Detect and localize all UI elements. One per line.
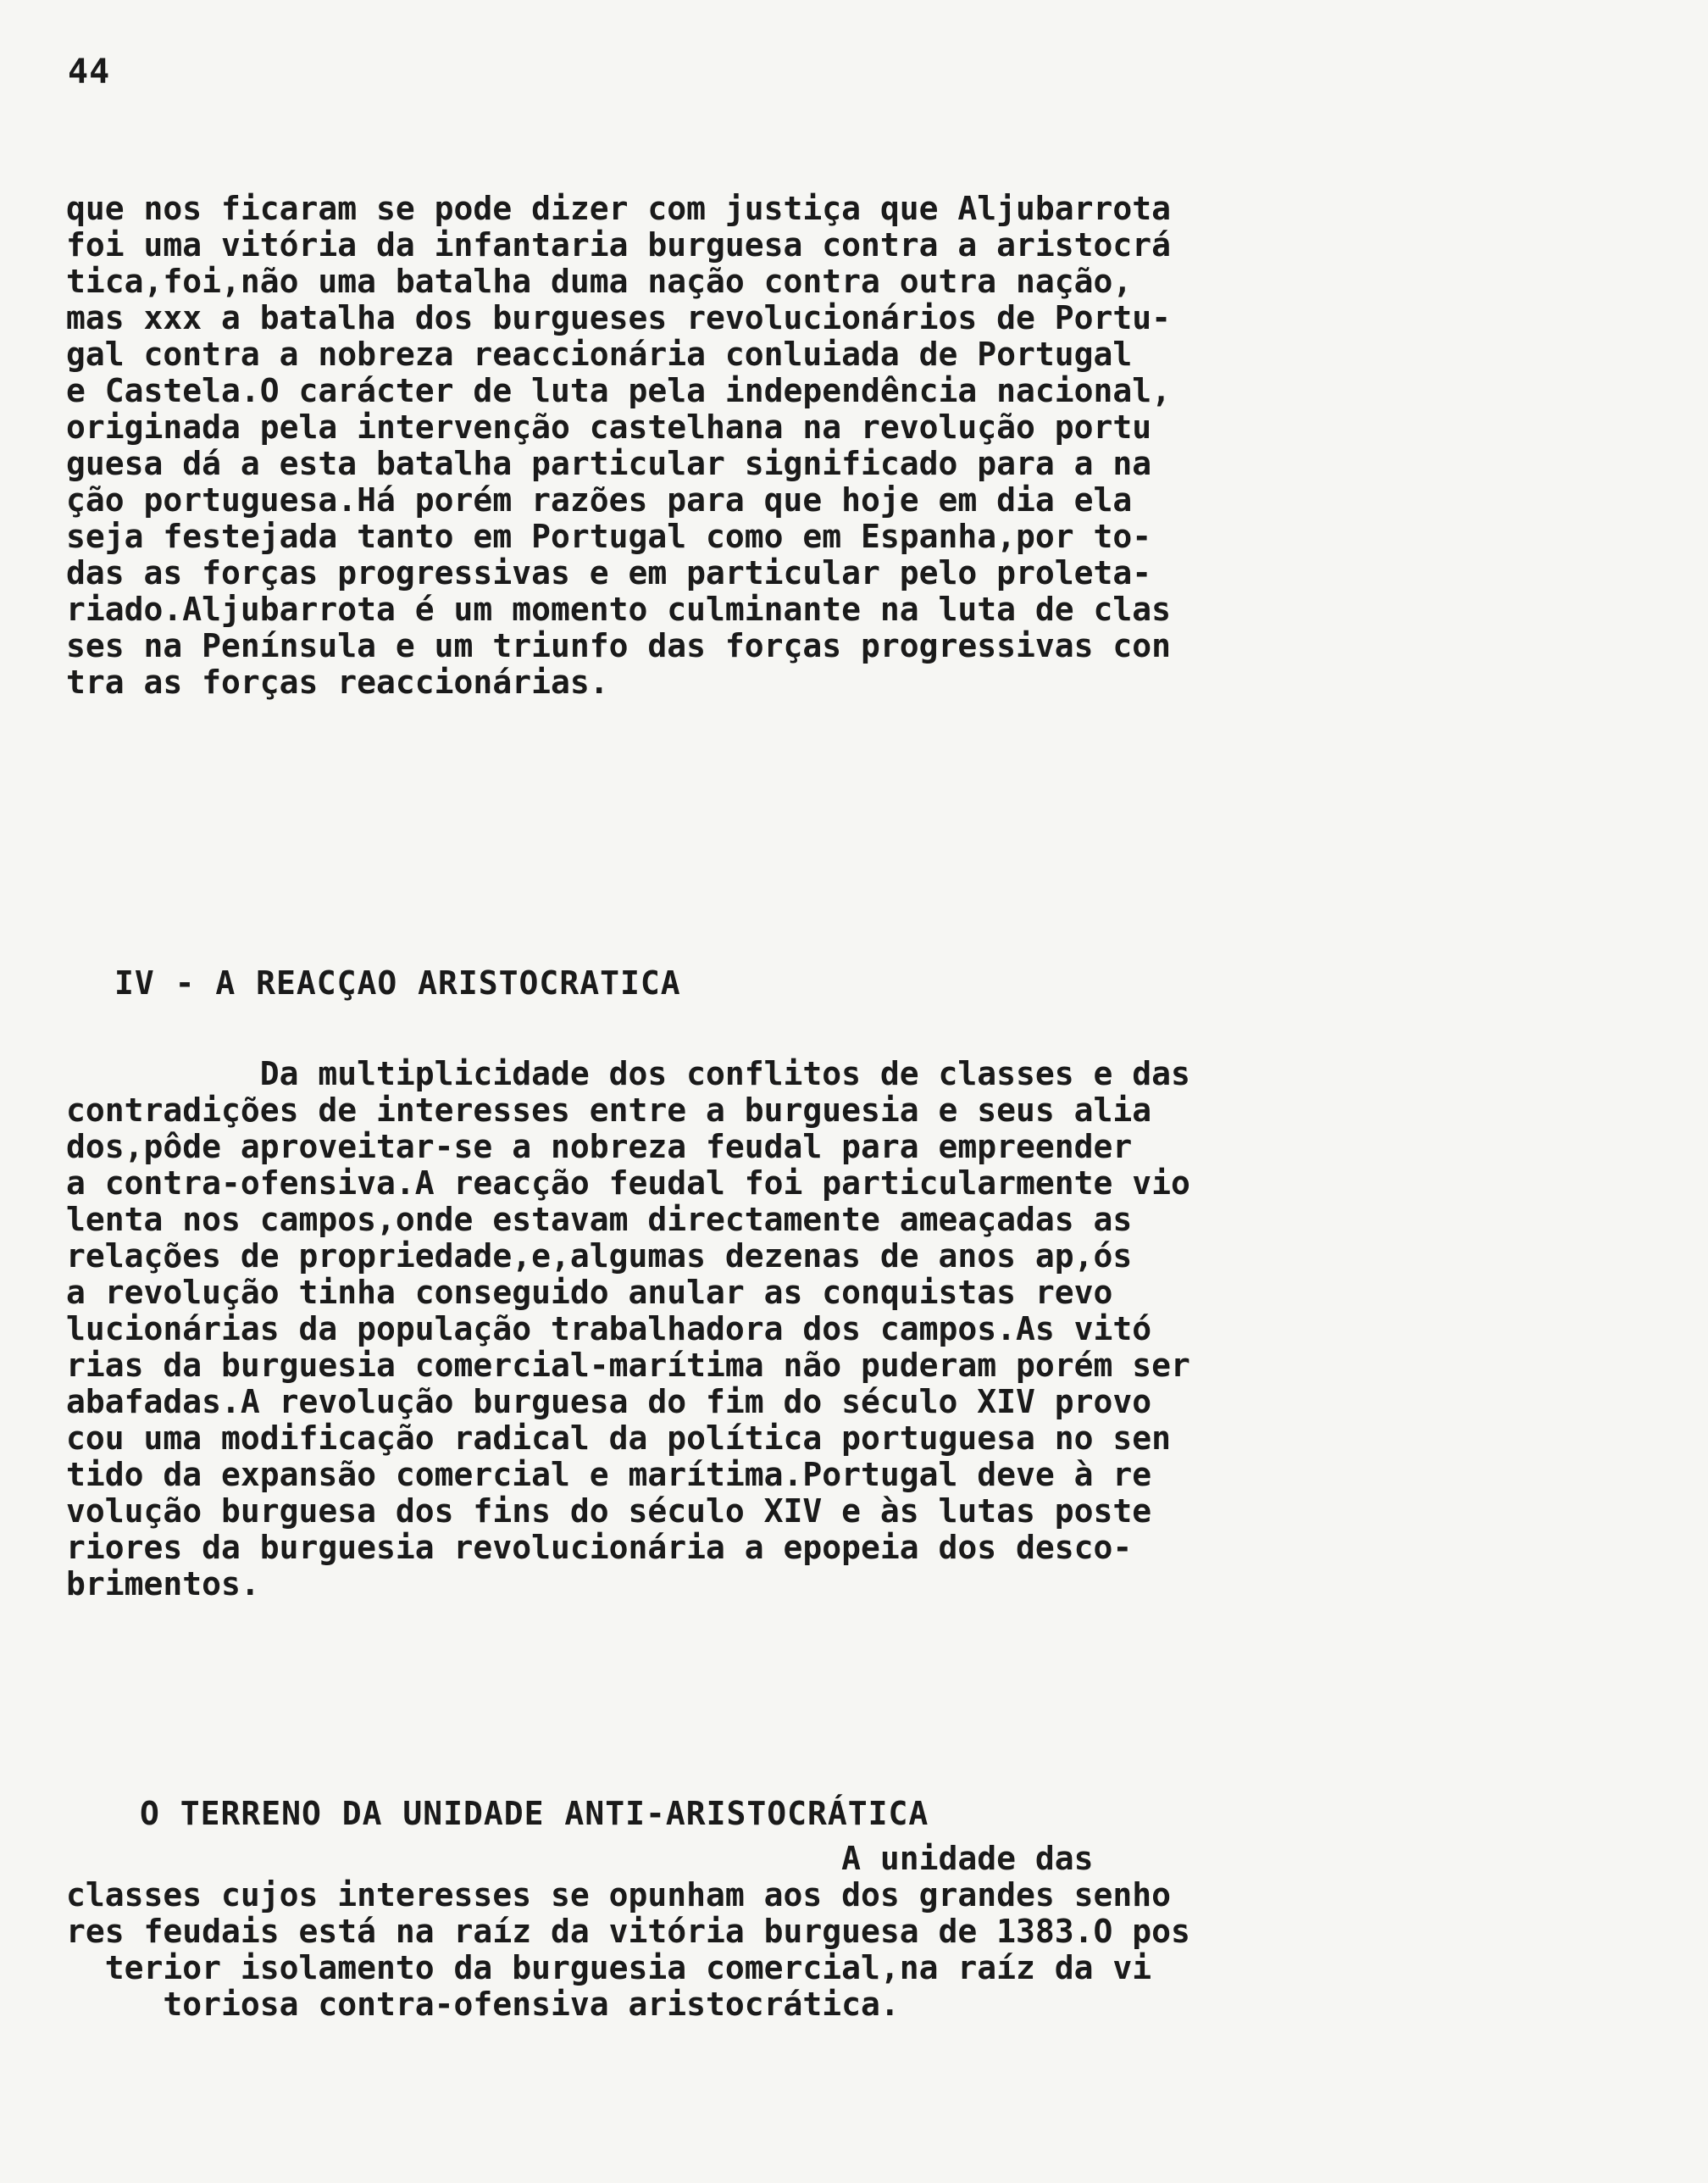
text-line: relações de propriedade,e,algumas dezenas de anos ap,ós	[66, 1237, 1133, 1275]
text-line: que nos ficaram se pode dizer com justiça que Aljubarrota	[66, 190, 1172, 227]
text-line: contradições de interesses entre a burguesia e seus alia	[66, 1092, 1152, 1129]
paragraph-aljubarrota	[66, 191, 1171, 701]
text-line: a contra-ofensiva.A reacção feudal foi particularmente vio	[66, 1164, 1190, 1202]
text-line: mas xxx a batalha dos burgueses revolucionários de Portu-	[66, 299, 1172, 336]
text-line: classes cujos interesses se opunham aos dos grandes senho	[66, 1876, 1172, 1914]
text-line: lenta nos campos,onde estavam directamente ameaçadas as	[66, 1201, 1133, 1238]
text-line: res feudais está na raíz da vitória burguesa de 1383.O pos	[66, 1913, 1190, 1950]
text-line: e Castela.O carácter de luta pela independência nacional,	[66, 372, 1172, 409]
section-heading-reaccao-aristocratica: IV - A REACÇAO ARISTOCRATICA	[114, 964, 681, 1002]
text-line: Da multiplicidade dos conflitos de classes e das	[66, 1055, 1190, 1092]
text-line: tra as forças reaccionárias.	[66, 664, 609, 701]
text-line: foi uma vitória da infantaria burguesa contra a aristocrá	[66, 226, 1172, 264]
text-line: A unidade das	[66, 1840, 1094, 1877]
paragraph-unidade	[66, 1841, 1190, 2023]
text-line: toriosa contra-ofensiva aristocrática.	[66, 1986, 900, 2023]
text-line: volução burguesa dos fins do século XIV e às lutas poste	[66, 1492, 1152, 1530]
text-line: originada pela intervenção castelhana na revolução portu	[66, 408, 1152, 446]
text-line: guesa dá a esta batalha particular significado para a na	[66, 445, 1152, 482]
text-line: gal contra a nobreza reaccionária conluiada de Portugal	[66, 336, 1133, 373]
text-line: ses na Península e um triunfo das forças progressivas con	[66, 627, 1172, 664]
text-line: das as forças progressivas e em particular pelo proleta-	[66, 554, 1152, 592]
text-line: a revolução tinha conseguido anular as conquistas revo	[66, 1274, 1113, 1311]
text-line: rias da burguesia comercial-marítima não puderam porém ser	[66, 1347, 1190, 1384]
section-heading-unidade-anti-aristocratica: O TERRENO DA UNIDADE ANTI-ARISTOCRÁTICA	[140, 1795, 929, 1832]
page-number: 44	[68, 53, 111, 92]
text-line: dos,pôde aproveitar-se a nobreza feudal para empreender	[66, 1128, 1133, 1165]
text-line: riado.Aljubarrota é um momento culminante na luta de clas	[66, 591, 1172, 628]
text-line: abafadas.A revolução burguesa do fim do século XIV provo	[66, 1383, 1152, 1420]
text-line: riores da burguesia revolucionária a epopeia dos desco-	[66, 1529, 1133, 1566]
text-line: seja festejada tanto em Portugal como em Espanha,por to-	[66, 518, 1152, 555]
text-line: terior isolamento da burguesia comercial,na raíz da vi	[66, 1949, 1152, 1986]
text-line: tido da expansão comercial e marítima.Portugal deve à re	[66, 1456, 1152, 1493]
text-line: tica,foi,não uma batalha duma nação contra outra nação,	[66, 263, 1133, 300]
paragraph-reaccao-aristocratica	[66, 1056, 1190, 1603]
text-line: cou uma modificação radical da política portuguesa no sen	[66, 1419, 1172, 1457]
text-line: ção portuguesa.Há porém razões para que hoje em dia ela	[66, 481, 1133, 519]
text-line: lucionárias da população trabalhadora dos campos.As vitó	[66, 1310, 1152, 1347]
text-line: brimentos.	[66, 1565, 260, 1603]
